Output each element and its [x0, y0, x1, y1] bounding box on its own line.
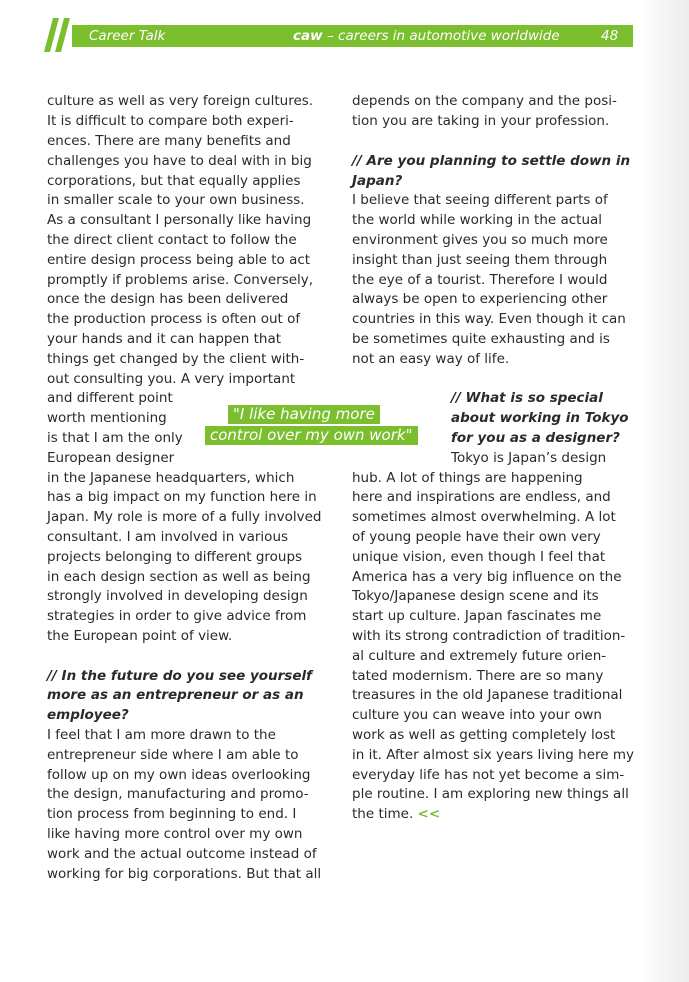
magazine-tagline: – careers in automotive worldwide: [327, 28, 560, 44]
text-line: environment gives you so much more: [352, 232, 608, 248]
text-line: follow up on my own ideas overlooking: [47, 767, 311, 783]
text-line: has a big impact on my function here in: [47, 489, 317, 505]
text-line: insight than just seeing them through: [352, 252, 608, 268]
text-line: things get changed by the client with-: [47, 351, 305, 367]
text-line: unique vision, even though I feel that: [352, 549, 606, 565]
text-line: tion process from beginning to end. I: [47, 806, 297, 822]
text-line: work as well as getting completely lost: [352, 727, 616, 743]
text-line: tated modernism. There are so many: [352, 668, 604, 684]
text-line: corporations, but that equally applies: [47, 173, 301, 189]
text-line: European designer: [47, 450, 175, 466]
magazine-brand: caw: [293, 28, 323, 44]
text-line: strategies in order to give advice from: [47, 608, 307, 624]
pull-quote-line-1: "I like having more: [228, 405, 380, 424]
double-slash-logo-icon: [44, 18, 74, 52]
pull-quote-line-2: control over my own work": [205, 426, 418, 445]
section-title: Career Talk: [89, 28, 166, 44]
text-line: I feel that I am more drawn to the: [47, 727, 276, 743]
text-line: projects belonging to different groups: [47, 549, 303, 565]
page-edge-shadow: [639, 0, 689, 982]
text-line: al culture and extremely future orien-: [352, 648, 607, 664]
text-line: once the design has been delivered: [47, 291, 289, 307]
text-line: tion you are taking in your profession.: [352, 113, 610, 129]
final-text-line: [352, 805, 440, 823]
question-heading: employee?: [47, 707, 129, 723]
text-line: working for big corporations. But that all: [47, 866, 322, 882]
text-line: As a consultant I personally like having: [47, 212, 312, 228]
text-line: America has a very big influence on the: [352, 569, 622, 585]
text-line: consultant. I am involved in various: [47, 529, 289, 545]
text-line: the design, manufacturing and promo-: [47, 786, 309, 802]
text-line: of young people have their own very: [352, 529, 601, 545]
text-line: the European point of view.: [47, 628, 233, 644]
text-line: depends on the company and the posi-: [352, 93, 617, 109]
question-heading: about working in Tokyo: [451, 410, 629, 426]
page-number: 48: [601, 28, 619, 44]
text-line: the eye of a tourist. Therefore I would: [352, 272, 608, 288]
text-line: hub. A lot of things are happening: [352, 470, 583, 486]
text-line: and different point: [47, 390, 173, 406]
text-line: culture as well as very foreign cultures.: [47, 93, 314, 109]
text-line: everyday life has not yet become a sim-: [352, 767, 625, 783]
text-line: strongly involved in developing design: [47, 588, 308, 604]
text-line: like having more control over my own: [47, 826, 303, 842]
text-line: the time.: [352, 806, 414, 822]
text-line: entrepreneur side where I am able to: [47, 747, 299, 763]
text-line: Tokyo is Japan’s design: [451, 450, 607, 466]
end-mark-icon: <<: [417, 806, 441, 822]
text-line: Tokyo/Japanese design scene and its: [352, 588, 599, 604]
text-line: the world while working in the actual: [352, 212, 603, 228]
text-line: in it. After almost six years living here my: [352, 747, 635, 763]
text-line: in each design section as well as being: [47, 569, 311, 585]
text-line: is that I am the only: [47, 430, 183, 446]
text-line: with its strong contradiction of tradition-: [352, 628, 626, 644]
text-line: in smaller scale to your own business.: [47, 192, 305, 208]
question-heading: Japan?: [352, 173, 403, 189]
text-line: sometimes almost overwhelming. A lot: [352, 509, 616, 525]
text-line: the direct client contact to follow the: [47, 232, 297, 248]
text-line: work and the actual outcome instead of: [47, 846, 317, 862]
text-line: countries in this way. Even though it can: [352, 311, 626, 327]
text-line: in the Japanese headquarters, which: [47, 470, 295, 486]
text-line: It is difficult to compare both experi-: [47, 113, 294, 129]
text-line: culture you can weave into your own: [352, 707, 602, 723]
question-heading: // In the future do you see yourself: [47, 668, 312, 684]
question-heading: // What is so special: [451, 390, 603, 406]
text-line: not an easy way of life.: [352, 351, 510, 367]
text-line: always be open to experiencing other: [352, 291, 608, 307]
text-line: your hands and it can happen that: [47, 331, 282, 347]
text-line: be sometimes quite exhausting and is: [352, 331, 610, 347]
text-line: out consulting you. A very important: [47, 371, 296, 387]
text-line: treasures in the old Japanese traditional: [352, 687, 623, 703]
text-line: challenges you have to deal with in big: [47, 153, 312, 169]
text-line: ences. There are many benefits and: [47, 133, 291, 149]
text-line: I believe that seeing different parts of: [352, 192, 608, 208]
question-heading: for you as a designer?: [451, 430, 620, 446]
text-line: entire design process being able to act: [47, 252, 311, 268]
text-line: Japan. My role is more of a fully involved: [47, 509, 322, 525]
text-line: promptly if problems arise. Conversely,: [47, 272, 314, 288]
text-line: start up culture. Japan fascinates me: [352, 608, 602, 624]
text-line: ple routine. I am exploring new things all: [352, 786, 629, 802]
question-heading: more as an entrepreneur or as an: [47, 687, 304, 703]
text-line: the production process is often out of: [47, 311, 301, 327]
question-heading: // Are you planning to settle down in: [352, 153, 631, 169]
text-line: worth mentioning: [47, 410, 167, 426]
text-line: here and inspirations are endless, and: [352, 489, 611, 505]
